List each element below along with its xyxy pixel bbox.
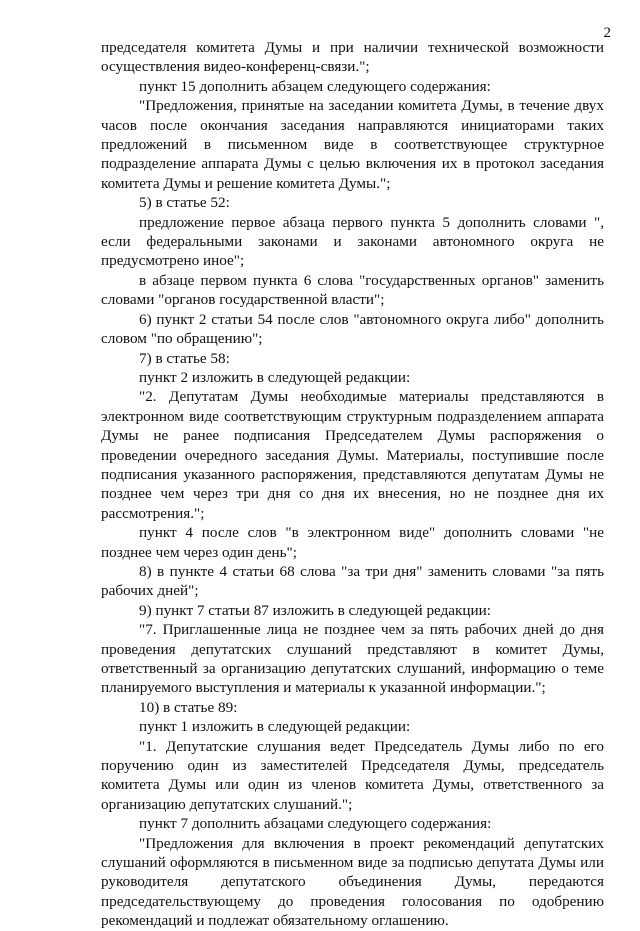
paragraph: 7) в статье 58: <box>139 349 230 367</box>
paragraph: 9) пункт 7 статьи 87 изложить в следующей редакции: <box>139 601 492 619</box>
paragraph: в абзаце первом пункта 6 слова "государственных органов" заменить словами "органов государственной власти"; <box>101 271 604 309</box>
paragraph: "1. Депутатские слушания ведет Председатель Думы либо по его поручению один из заместителей Председателя Думы, председатель комитета Думы или один из членов комитета Думы, ответственного за организацию депутатских слушаний."; <box>101 737 604 813</box>
paragraph: предложение первое абзаца первого пункта 5 дополнить словами ", если федеральными законами и законами автономного округа не предусмотрено иное"; <box>101 213 604 270</box>
paragraph: 6) пункт 2 статьи 54 после слов "автономного округа либо" дополнить словом "по обращению"; <box>101 310 604 348</box>
paragraph: пункт 2 изложить в следующей редакции: <box>139 368 411 386</box>
paragraph: председателя комитета Думы и при наличии технической возможности осуществления видео-конференц-связи."; <box>101 39 604 76</box>
paragraph: "7. Приглашенные лица не позднее чем за пять рабочих дней до дня проведения депутатских слушаний представляют в комитет Думы, ответственный за организацию депутатских слушаний, информацию о теме планируемого выступления и материалы к указанной информации."; <box>101 621 604 697</box>
paragraph: пункт 7 дополнить абзацами следующего содержания: <box>139 815 492 833</box>
paragraph: "Предложения, принятые на заседании комитета Думы, в течение двух часов после окончания заседания направляются инициаторами таких предложений в письменном виде в соответствующее структурное подразделение аппарата Думы с целью включения их в протокол заседания комитета Думы и решение комитета Думы."; <box>101 97 604 192</box>
document-body <box>101 38 604 931</box>
paragraph: 8) в пункте 4 статьи 68 слова "за три дня" заменить словами "за пять рабочих дней"; <box>101 562 604 600</box>
paragraph: 10) в статье 89: <box>139 698 238 716</box>
paragraph: пункт 4 после слов "в электронном виде" дополнить словами "не позднее чем через один день"; <box>101 524 604 561</box>
paragraph: "Предложения для включения в проект рекомендаций депутатских слушаний оформляются в письменном виде за подписью депутата Думы или руководителя депутатского объединения Думы, передаются председательствующему до проведения голосования по одобрению рекомендаций и подлежат обязательному оглашению. <box>101 834 604 930</box>
paragraph: пункт 15 дополнить абзацем следующего содержания: <box>139 77 491 95</box>
paragraph: пункт 1 изложить в следующей редакции: <box>139 718 411 736</box>
paragraph: 5) в статье 52: <box>139 194 230 212</box>
paragraph: "2. Депутатам Думы необходимые материалы представляются в электронном виде соответствующим структурным подразделением аппарата Думы не ранее подписания Председателем Думы распоряжения о проведении очередного заседания Думы. Материалы, поступившие после подписания указанного распоряжения, представляются депутатам Думы не позднее чем через три дня со дня их внесения, но не позднее дня их рассмотрения."; <box>101 388 604 522</box>
page-number: 2 <box>603 25 611 41</box>
